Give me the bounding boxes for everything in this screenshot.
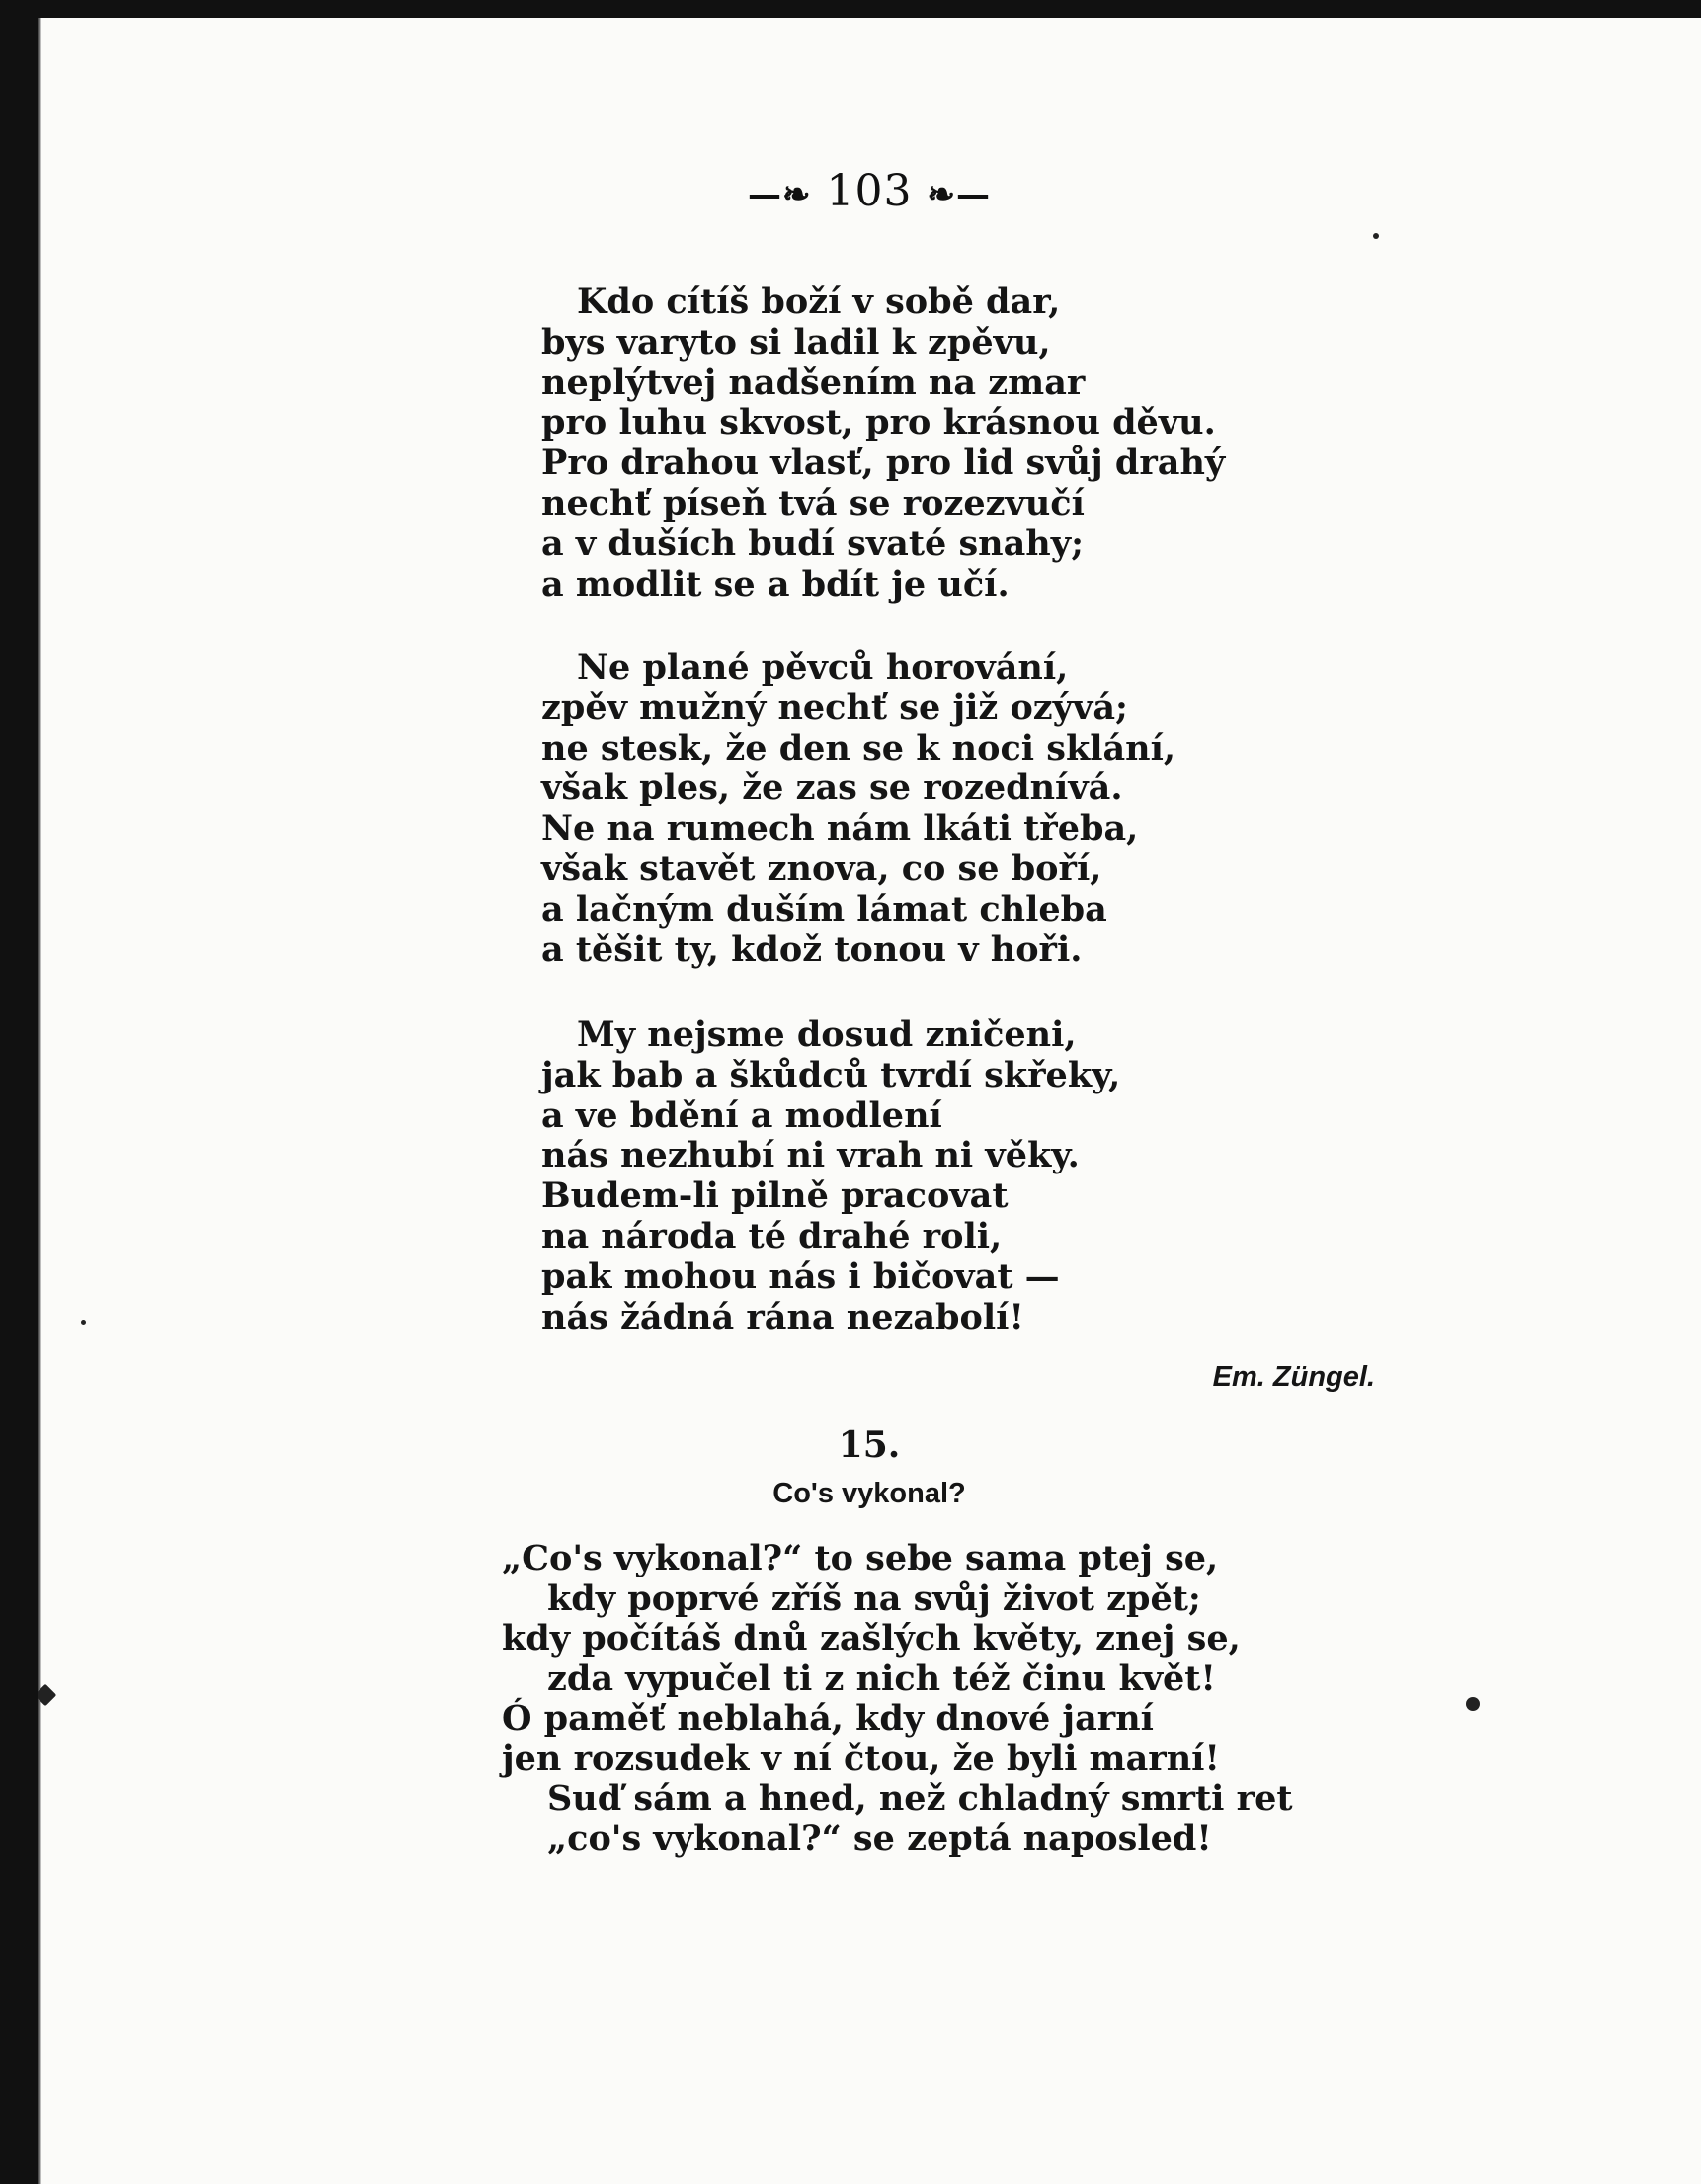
verse-line: jak bab a škůdců tvrdí skřeky,: [541, 1054, 1121, 1095]
verse-line: Kdo cítíš boží v sobě dar,: [577, 282, 1061, 322]
verse-line: zpěv mužný nechť se již ozývá;: [541, 687, 1128, 728]
author-signature: Em. Züngel.: [1212, 1361, 1375, 1393]
verse-line: Budem-li pilně pracovat: [541, 1175, 1009, 1217]
verse-line: a těšit ty, kdož tonou v hoři.: [541, 929, 1083, 970]
verse-line: na národa té drahé roli,: [541, 1215, 1003, 1256]
verse-line: ne stesk, že den se k noci sklání,: [541, 727, 1176, 768]
verse-line: pro luhu skvost, pro krásnou děvu.: [541, 402, 1216, 444]
verse-line: „Co's vykonal?“ to sebe sama ptej se,: [502, 1538, 1219, 1578]
ornament-right: ❧—: [927, 175, 991, 214]
verse-line: a modlit se a bdít je učí.: [541, 563, 1010, 605]
verse-line: Ne na rumech nám lkáti třeba,: [541, 808, 1139, 849]
verse-line: nás nezhubí ni vrah ni věky.: [541, 1135, 1080, 1176]
verse-line: Pro drahou vlasť, pro lid svůj drahý: [541, 443, 1226, 484]
verse-line: bys varyto si ladil k zpěvu,: [541, 321, 1051, 363]
stanza-1: [541, 283, 1225, 605]
verse-line: jen rozsudek v ní čtou, že byli marní!: [502, 1738, 1220, 1779]
verse-line: a ve bdění a modlení: [541, 1094, 942, 1136]
verse-line: kdy počítáš dnů zašlých květy, znej se,: [502, 1618, 1241, 1658]
stanza-2: [541, 648, 1175, 970]
verse-line: však stavět znova, co se boří,: [541, 848, 1102, 889]
verse-line: zda vypučel ti z nich též činu květ!: [547, 1658, 1216, 1699]
poem-number: 15.: [838, 1424, 901, 1466]
verse-line: však ples, že zas se rozednívá.: [541, 768, 1123, 809]
poem-title: Co's vykonal?: [772, 1478, 966, 1509]
verse-line: nás žádná rána nezabolí!: [541, 1296, 1024, 1337]
verse-line: pak mohou nás i bičovat —: [541, 1255, 1060, 1297]
ink-speck: [1466, 1697, 1480, 1711]
ink-speck: [81, 1320, 86, 1325]
verse-line: a lačným duším lámat chleba: [541, 888, 1107, 930]
page-number: 103: [826, 166, 913, 216]
verse-line: nechť píseň tvá se rozezvučí: [541, 482, 1085, 524]
page-binding-edge: [38, 18, 41, 2184]
verse-line: neplýtvej nadšením na zmar: [541, 362, 1086, 403]
verse-line: „co's vykonal?“ se zeptá naposled!: [547, 1818, 1212, 1859]
poem-body: [502, 1539, 1293, 1859]
ornament-left: —❧: [748, 175, 812, 214]
verse-line: My nejsme dosud zničeni,: [577, 1014, 1077, 1055]
verse-line: Ne plané pěvců horování,: [577, 647, 1069, 688]
verse-line: kdy poprvé zříš na svůj život zpět;: [547, 1577, 1201, 1619]
verse-line: Suď sám a hned, než chladný smrti ret: [547, 1778, 1293, 1819]
verse-line: a v duších budí svaté snahy;: [541, 523, 1084, 564]
stanza-3: [541, 1015, 1120, 1337]
book-page: [38, 18, 1701, 2184]
page-header: [38, 166, 1701, 216]
ink-speck: [1373, 233, 1379, 239]
verse-line: Ó paměť neblahá, kdy dnové jarní: [502, 1698, 1154, 1739]
